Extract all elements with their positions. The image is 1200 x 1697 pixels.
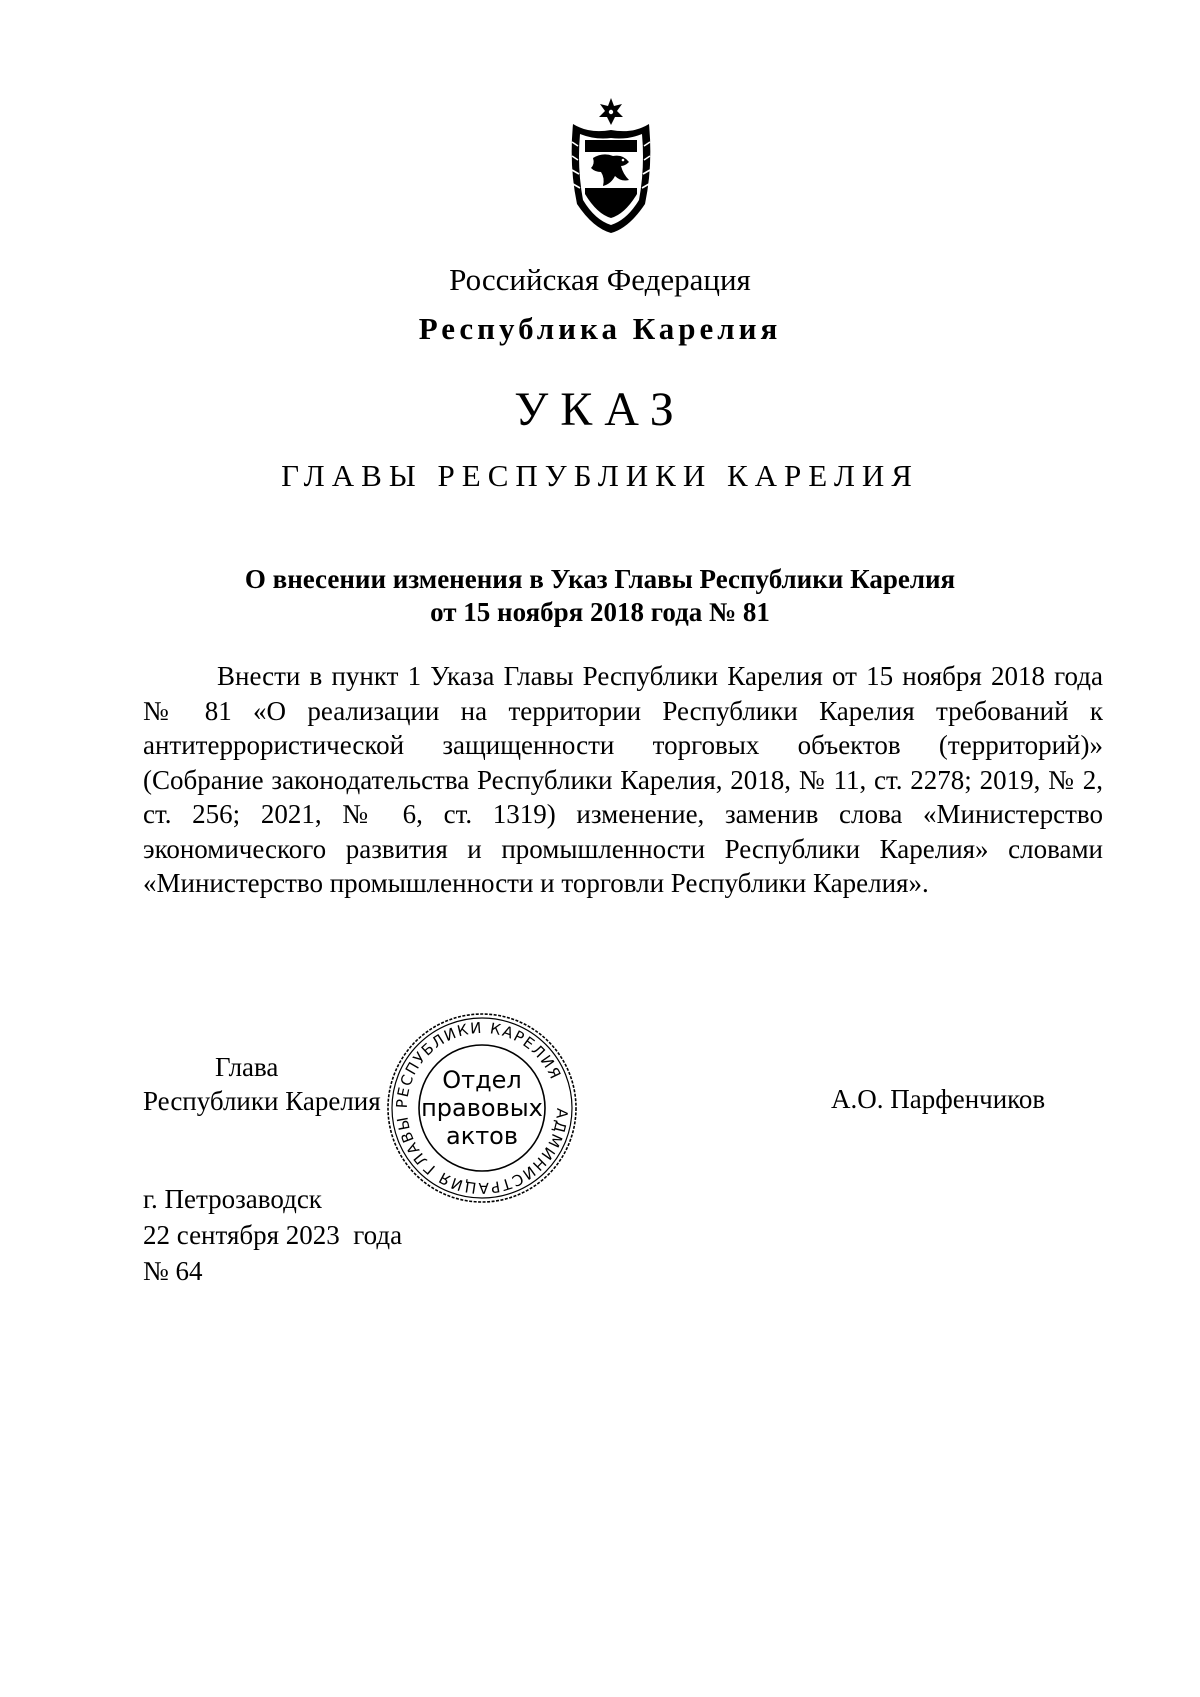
signatory-title	[143, 1050, 381, 1118]
country-name: Российская Федерация	[449, 262, 751, 297]
subject-line-2: от 15 ноября 2018 года № 81	[430, 597, 770, 627]
coat-of-arms-icon	[563, 96, 659, 234]
document-type: УКАЗ	[514, 383, 686, 436]
official-stamp	[382, 1008, 582, 1208]
document-number: № 64	[143, 1256, 203, 1286]
signatory-title-line-2: Республики Карелия	[143, 1086, 381, 1116]
stamp-center-line-2: правовых	[421, 1094, 543, 1122]
signatory-name: А.О. Парфенчиков	[831, 1084, 1046, 1114]
subject-line-1: О внесении изменения в Указ Главы Республики Карелия	[244, 564, 956, 594]
issue-city: г. Петрозаводск	[143, 1184, 322, 1214]
issue-date: 22 сентября 2023 года	[143, 1220, 403, 1250]
stamp-center-line-3: актов	[445, 1122, 519, 1150]
signatory-title-line-1: Глава	[215, 1052, 279, 1082]
document-issuer: ГЛАВЫ РЕСПУБЛИКИ КАРЕЛИЯ	[281, 458, 919, 493]
body-paragraph: Внести в пункт 1 Указа Главы Республики Карелия от 15 ноября 2018 года № 81 «О реализации на территории Республики Карелия требований к антитеррористической защищенности торговых объектов (территорий)» (Собрание законодательства Республики Карелия, 2018, № 11, ст. 2278; 2019, № 2, ст. 256; 2021, № 6, ст. 1319) изменение, заменив слова «Министерство экономического развития и промышленности Республики Карелия» словами «Министерство промышленности и торговли Республики Карелия».	[143, 661, 1103, 898]
republic-name: Республика Карелия	[418, 311, 782, 346]
stamp-ring-text: АДМИНИСТРАЦИЯ ГЛАВЫ РЕСПУБЛИКИ КАРЕЛИЯ	[392, 1018, 572, 1198]
stamp-center-line-1: Отдел	[442, 1066, 522, 1094]
document-footer	[143, 1181, 402, 1289]
document-subject	[0, 563, 1200, 629]
